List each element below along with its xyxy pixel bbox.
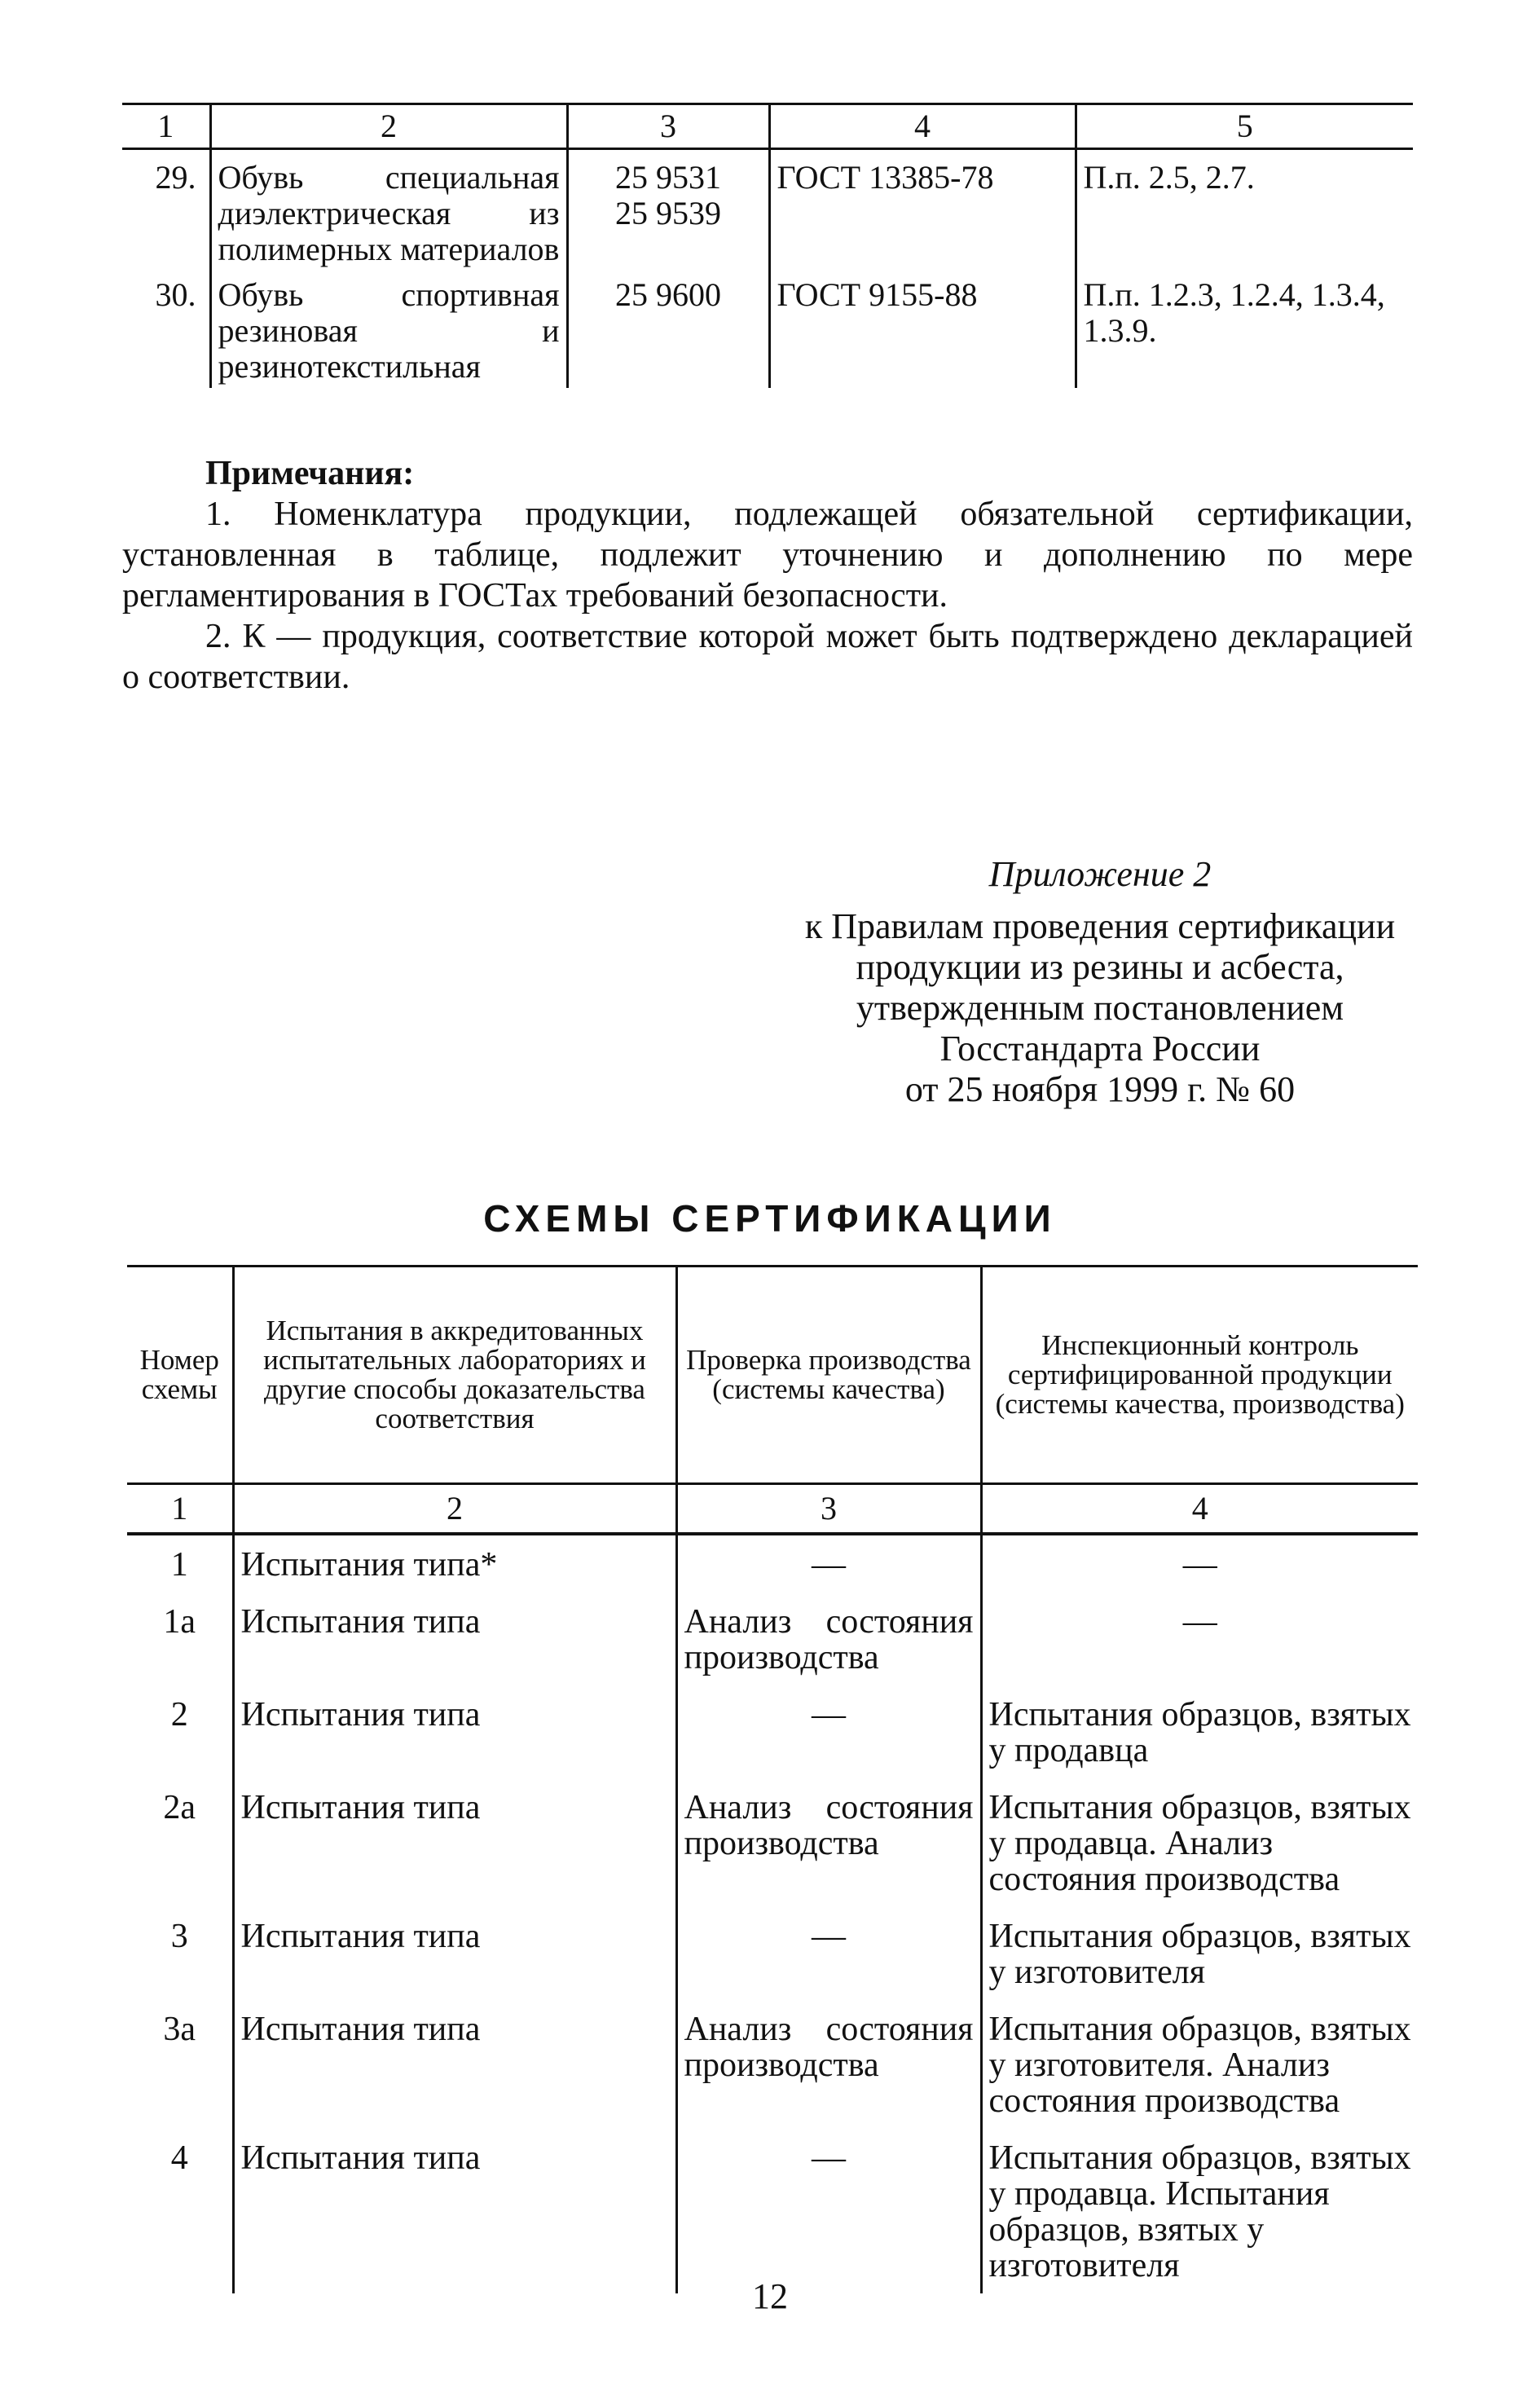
scheme-tests: Испытания типа: [233, 1593, 676, 1685]
scheme-production: —: [676, 1907, 981, 2000]
scheme-production: Анализ состояния производства: [676, 1593, 981, 1685]
scheme-control: Испытания образцов, взятых у продавца. Испытания образцов, взятых у изготовителя: [981, 2129, 1418, 2293]
scheme-number: 3а: [163, 2011, 196, 2048]
header-cell: 5: [1076, 104, 1413, 149]
product-codes: 25 9531 25 9539: [567, 149, 769, 271]
scheme-control: —: [981, 1534, 1418, 1593]
table-row: [127, 1593, 1418, 1685]
scheme-control: Испытания образцов, взятых у продавца: [981, 1685, 1418, 1778]
table-row: [122, 149, 1413, 271]
header-cell: 3: [567, 104, 769, 149]
product-codes: 25 9600: [567, 271, 769, 388]
appendix-title: Приложение 2: [988, 854, 1212, 894]
notes-title: Примечания:: [205, 455, 415, 492]
column-numbers-row: [127, 1484, 1418, 1535]
scheme-tests: Испытания типа: [233, 1685, 676, 1778]
scheme-production: —: [676, 1534, 981, 1593]
appendix-line: Госстандарта России: [939, 1029, 1261, 1068]
page-number: 12: [752, 2276, 788, 2316]
scheme-number: 3: [170, 1918, 188, 1955]
scheme-tests: Испытания типа: [233, 1907, 676, 2000]
scheme-number: 1: [170, 1546, 188, 1584]
note-item: 2. К — продукция, соответствие которой может быть подтверждено декларацией о соответствии.: [122, 618, 1413, 696]
table-row: [127, 1534, 1418, 1593]
appendix-line: утвержденным постановлением: [856, 988, 1344, 1028]
product-clauses: П.п. 1.2.3, 1.2.4, 1.3.4, 1.3.9.: [1076, 271, 1413, 388]
scheme-tests: Испытания типа: [233, 2000, 676, 2129]
scheme-control: —: [981, 1593, 1418, 1685]
scheme-number: 1а: [163, 1603, 196, 1641]
row-number: 30.: [155, 276, 196, 313]
schemes-table: [127, 1265, 1418, 2293]
header-cell: 4: [769, 104, 1076, 149]
scheme-tests: Испытания типа*: [233, 1534, 676, 1593]
scheme-control: Испытания образцов, взятых у изготовителя. Анализ состояния производства: [981, 2000, 1418, 2129]
table-row: [127, 2000, 1418, 2129]
appendix-header: [733, 854, 1467, 1110]
column-number: 3: [676, 1484, 981, 1535]
note-item: 1. Номенклатура продукции, подлежащей обязательной сертификации, установленная в таблице, подлежит уточнению и дополнению по мере регламентирования в ГОСТах требований безопасности.: [122, 496, 1413, 615]
scheme-tests: Испытания типа: [233, 2129, 676, 2293]
header-cell: Проверка производства (системы качества): [676, 1267, 981, 1484]
appendix-line: к Правилам проведения сертификации: [804, 906, 1396, 946]
product-name: Обувь спортивная резиновая и резинотекстильная: [210, 271, 567, 388]
scheme-control: Испытания образцов, взятых у изготовителя: [981, 1907, 1418, 2000]
schemes-title: СХЕМЫ СЕРТИФИКАЦИИ: [483, 1197, 1057, 1240]
schemes-table-header: [127, 1267, 1418, 1484]
product-clauses: П.п. 2.5, 2.7.: [1076, 149, 1413, 271]
header-cell: 1: [122, 104, 210, 149]
scheme-production: Анализ состояния производства: [676, 1778, 981, 1907]
product-standard: ГОСТ 13385-78: [769, 149, 1076, 271]
scheme-number: 2: [170, 1696, 188, 1734]
product-standard: ГОСТ 9155-88: [769, 271, 1076, 388]
column-number: 2: [233, 1484, 676, 1535]
table-row: [127, 1907, 1418, 2000]
product-table: [122, 103, 1413, 388]
notes-section: [122, 453, 1413, 698]
table-row: [122, 271, 1413, 388]
scheme-tests: Испытания типа: [233, 1778, 676, 1907]
scheme-control: Испытания образцов, взятых у продавца. Анализ состояния производства: [981, 1778, 1418, 1907]
scheme-number: 4: [170, 2139, 188, 2177]
scheme-production: Анализ состояния производства: [676, 2000, 981, 2129]
table-row: [127, 1778, 1418, 1907]
header-cell: Испытания в аккредитованных испытательных лабораториях и другие способы доказательства соответствия: [233, 1267, 676, 1484]
column-number: 4: [981, 1484, 1418, 1535]
row-number: 29.: [155, 159, 196, 196]
table-row: [127, 2129, 1418, 2293]
header-cell: 2: [210, 104, 567, 149]
scheme-production: —: [676, 1685, 981, 1778]
appendix-line: от 25 ноября 1999 г. № 60: [904, 1069, 1296, 1109]
column-number: 1: [127, 1484, 233, 1535]
product-name: Обувь специальная диэлектрическая из полимерных материалов: [210, 149, 567, 271]
scheme-number: 2а: [163, 1789, 196, 1826]
product-table-header: [122, 104, 1413, 149]
appendix-line: продукции из резины и асбеста,: [856, 947, 1344, 987]
scheme-production: —: [676, 2129, 981, 2293]
header-cell: Инспекционный контроль сертифицированной продукции (системы качества, производства): [981, 1267, 1418, 1484]
table-row: [127, 1685, 1418, 1778]
header-cell: Номер схемы: [127, 1267, 233, 1484]
